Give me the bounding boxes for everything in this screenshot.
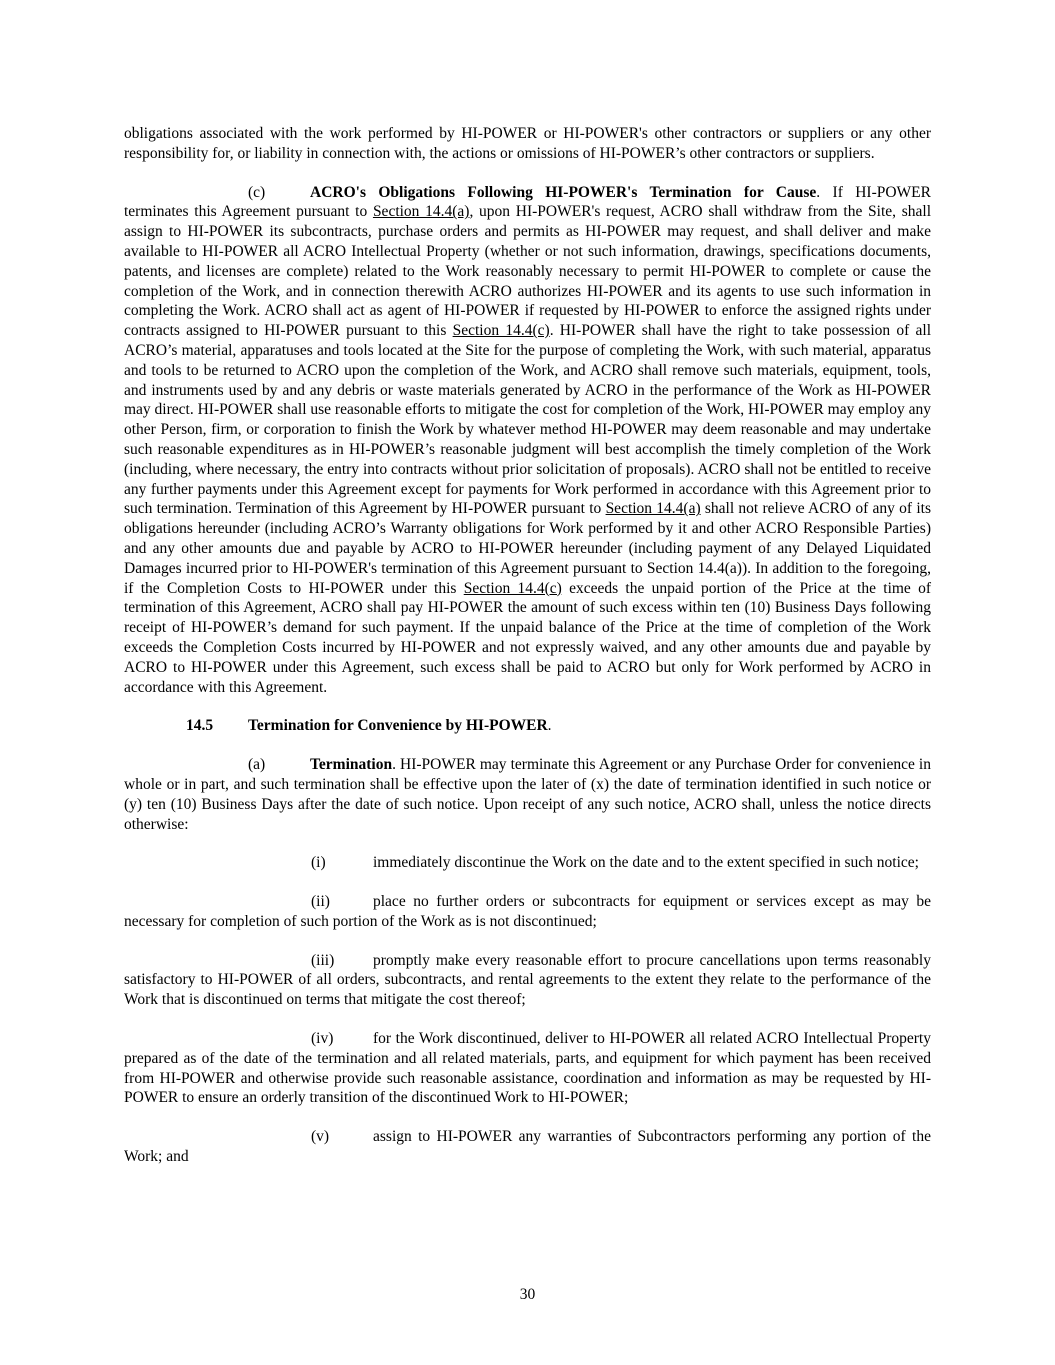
paragraph-c-heading: ACRO's Obligations Following HI-POWER's Termination for Cause xyxy=(310,183,817,201)
list-item-label: (iii) xyxy=(311,951,335,969)
list-item-text: promptly make every reasonable effort to procure cancellations upon terms reasonably satisfactory to HI-POWER of all orders, subcontracts, and rental agreements to the extent they relate to the performance of the Work that is discontinued on terms that mitigate the cost thereof; xyxy=(124,951,931,1009)
list-item-label: (ii) xyxy=(311,893,330,911)
section-heading xyxy=(124,716,931,736)
paragraph-c-text-1: . If HI-POWER terminates this Agreement pursuant to xyxy=(124,183,931,221)
list-item-text: for the Work discontinued, deliver to HI-POWER all related ACRO Intellectual Property prepared as of the date of the termination and all related materials, parts, and equipment for which payment has been received from HI-POWER and otherwise provide such reasonable assistance, coordination and information as may be requested by HI-POWER to ensure an orderly transition of the discontinued Work to HI-POWER; xyxy=(124,1030,931,1107)
section-ref-14-4-a: Section 14.4(a) xyxy=(372,203,470,221)
paragraph-a xyxy=(124,755,931,834)
paragraph-c-text-4: shall not relieve ACRO of any of its obligations hereunder (including ACRO’s Warranty obligations for Work performed by it and other ACRO Responsible Parties) and any other amounts due and payable by ACRO to HI-POWER hereunder (including payment of any Delayed Liquidated Damages incurred prior to HI-POWER's termination of this Agreement pursuant to Section 14.4(a)). In addition to the foregoing, if the Completion Costs to HI-POWER under this xyxy=(124,500,931,597)
paragraph-c-text-3: . HI-POWER shall have the right to take possession of all ACRO’s material, apparatuses and tools located at the Site for the purpose of completing the Work, with such material, apparatus and tools to be returned to ACRO upon the completion of the Work, and ACRO shall remove such materials, equipment, tools, and instruments used by and any debris or waste materials generated by ACRO in the performance of the Work as HI-POWER may direct. HI-POWER shall use reasonable efforts to mitigate the cost for completion of the Work, HI-POWER may employ any other Person, firm, or corporation to finish the Work by whatever method HI-POWER may deem reasonable and may undertake such reasonable expenditures as in HI-POWER’s reasonable judgment will best accomplish the timely completion of the Work (including, where necessary, the entry into contracts without prior solicitation of proposals). ACRO shall not be entitled to receive any further payments under this Agreement except for payments for Work performed in accordance with this Agreement prior to such termination. Termination of this Agreement by HI-POWER pursuant to xyxy=(124,322,931,518)
list-item xyxy=(124,892,931,932)
section-title: Termination for Convenience by HI-POWER xyxy=(248,717,548,735)
document-page xyxy=(124,124,931,1167)
list-item-label: (iv) xyxy=(311,1030,334,1048)
paragraph-c-text-5: exceeds the unpaid portion of the Price at the time of termination of this Agreement, ACRO shall pay HI-POWER the amount of such excess within ten (10) Business Days following receipt of HI-POWER’s demand for such payment. If the unpaid balance of the Price at the time of completion of the Work exceeds the Completion Costs incurred by HI-POWER and not expressly waived, and any other amounts due and payable by ACRO to HI-POWER under this Agreement, such excess shall be paid to ACRO but only for Work performed by ACRO in accordance with this Agreement. xyxy=(124,579,931,696)
list-item-text: assign to HI-POWER any warranties of Subcontractors performing any portion of the Work; and xyxy=(124,1128,931,1166)
paragraph-a-label: (a) xyxy=(248,756,266,774)
section-title-period: . xyxy=(547,717,552,735)
list-item xyxy=(124,1127,931,1167)
section-ref-14-4-c-2: Section 14.4(c) xyxy=(463,579,562,597)
section-ref-14-4-c: Section 14.4(c) xyxy=(452,322,550,340)
list-item-label: (v) xyxy=(311,1128,330,1146)
list-item-label: (i) xyxy=(311,854,326,872)
list-item xyxy=(124,1029,931,1108)
list-item xyxy=(124,853,931,873)
paragraph-a-heading: Termination xyxy=(310,756,393,774)
page-number: 30 xyxy=(519,1286,536,1303)
section-number: 14.5 xyxy=(186,717,214,735)
list-item xyxy=(124,951,931,1010)
list-item-text: place no further orders or subcontracts for equipment or services except as may be necessary for completion of such portion of the Work as is not discontinued; xyxy=(124,893,931,930)
paragraph-c-label: (c) xyxy=(248,183,266,201)
section-ref-14-4-a-2: Section 14.4(a) xyxy=(605,500,701,518)
paragraph-a-text: . HI-POWER may terminate this Agreement or any Purchase Order for convenience in whole or in part, and such termination shall be effective upon the later of (x) the date of termination identified in such notice or (y) ten (10) Business Days after the date of such notice. Upon receipt of any such notice, ACRO shall, unless the notice directs otherwise: xyxy=(124,756,931,833)
paragraph-c-text-2: , upon HI-POWER's request, ACRO shall withdraw from the Site, shall assign to HI-POWER its subcontracts, purchase orders and permits as HI-POWER may request, and shall deliver and make available to HI-POWER all ACRO Intellectual Property (whether or not such information, drawings, specifications documents, patents, and licenses are complete) related to the Work reasonably necessary to permit HI-POWER to complete or cause the completion of the Work, and in connection therewith ACRO authorizes HI-POWER and its agents to use such information in completing the Work. ACRO shall act as agent of HI-POWER if requested by HI-POWER to enforce the assigned rights under contracts assigned to HI-POWER pursuant to this xyxy=(124,203,932,340)
paragraph-c xyxy=(124,183,931,698)
list-item-text: immediately discontinue the Work on the date and to the extent specified in such notice; xyxy=(373,854,919,872)
paragraph-continuation: obligations associated with the work performed by HI-POWER or HI-POWER's other contractors or suppliers or any other responsibility for, or liability in connection with, the actions or omissions of HI-POWER’s other contractors or suppliers. xyxy=(124,125,931,162)
